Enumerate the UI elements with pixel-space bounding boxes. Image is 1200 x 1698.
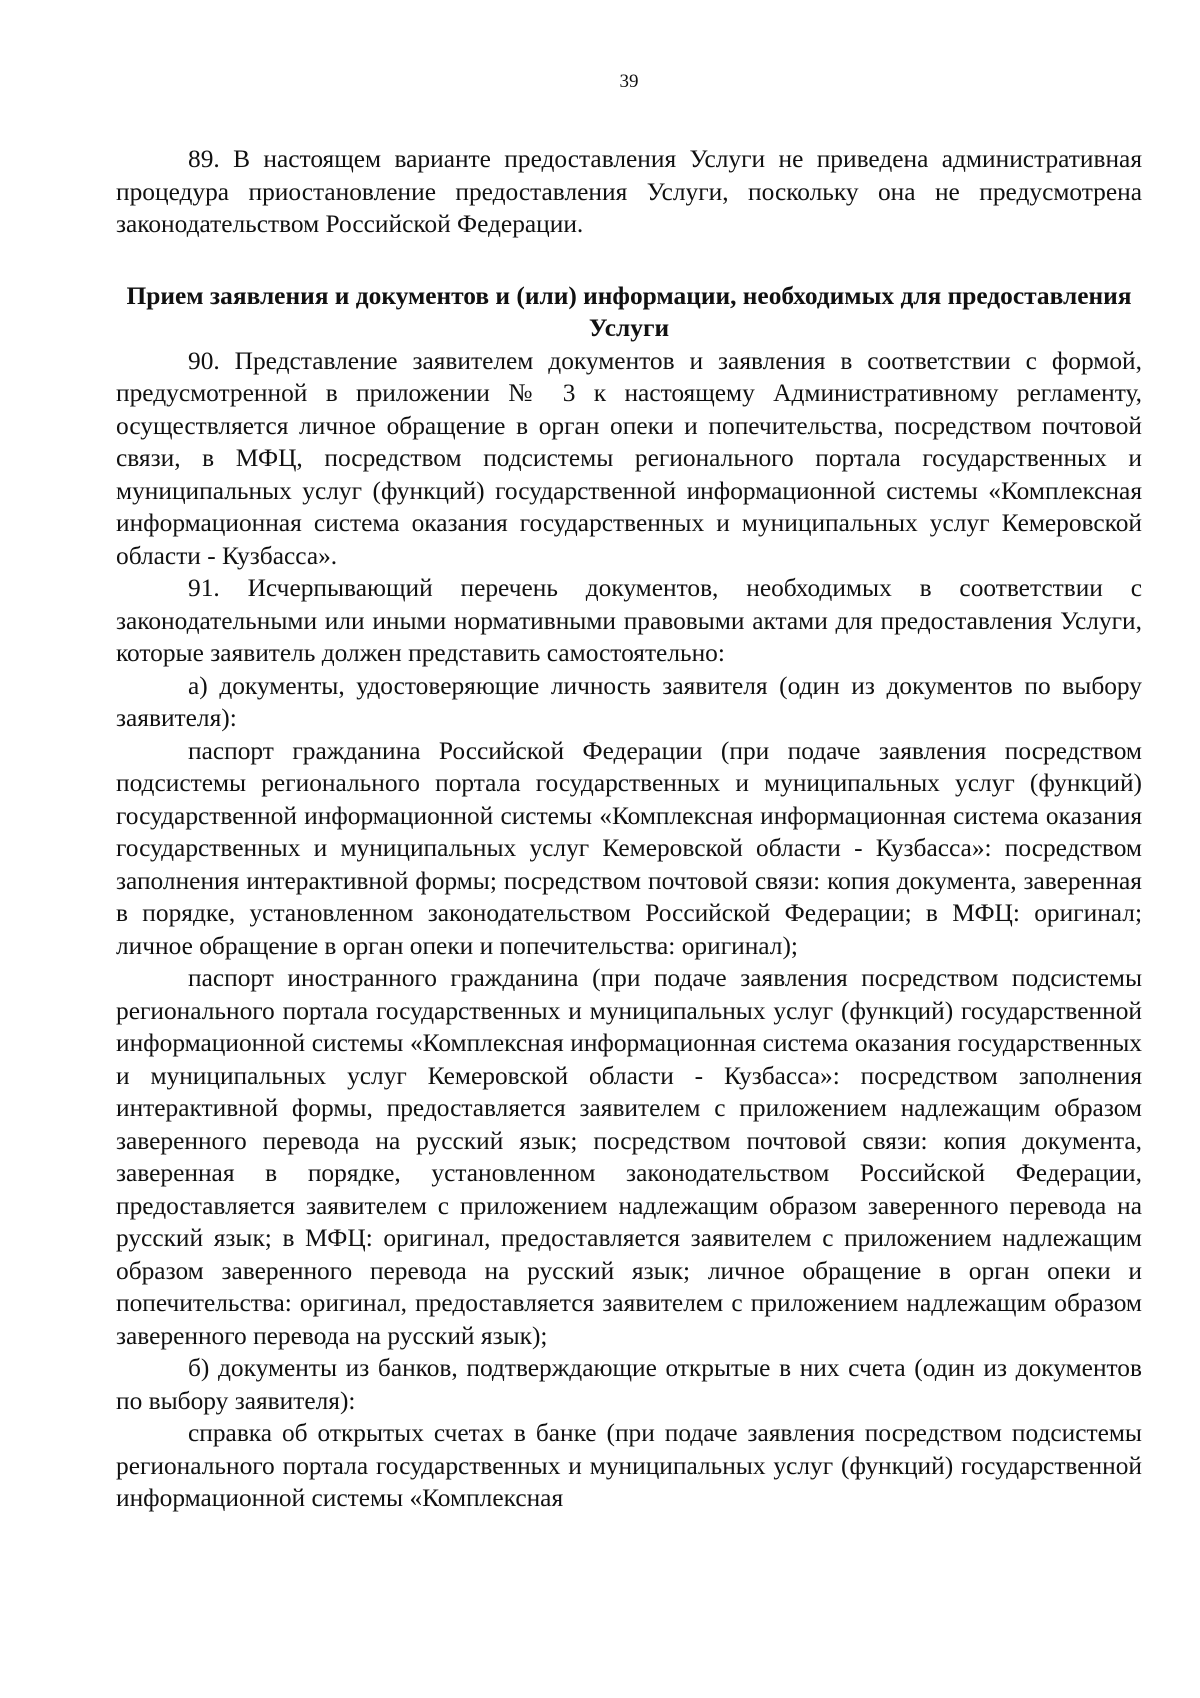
paragraph-passport-foreign: паспорт иностранного гражданина (при подаче заявления посредством подсистемы регионального портала государственных и муниципальных услуг (функций) государственной информационной системы «Комплексная информационная система оказания государственных и муниципальных услуг Кемеровской области - Кузбасса»: посредством заполнения интерактивной формы, предоставляется заявителем с приложением надлежащим образом заверенного перевода на русский язык; посредством почтовой связи: копия документа, заверенная в порядке, установленном законодательством Российской Федерации, предоставляется заявителем с приложением надлежащим образом заверенного перевода на русский язык; в МФЦ: оригинал, предоставляется заявителем с приложением надлежащим образом заверенного перевода на русский язык; личное обращение в орган опеки и попечительства: оригинал, предоставляется заявителем с приложением надлежащим образом заверенного перевода на русский язык);	[116, 964, 1142, 1350]
paragraph-passport-rf: паспорт гражданина Российской Федерации (при подаче заявления посредством подсистемы регионального портала государственных и муниципальных услуг (функций) государственной информационной системы «Комплексная информационная система оказания государственных и муниципальных услуг Кемеровской области - Кузбасса»: посредством заполнения интерактивной формы; посредством почтовой связи: копия документа, заверенная в порядке, установленном законодательством Российской Федерации; в МФЦ: оригинал; личное обращение в орган опеки и попечительства: оригинал);	[116, 736, 1142, 960]
paragraph-bank-certificate: справка об открытых счетах в банке (при подаче заявления посредством подсистемы регионального портала государственных и муниципальных услуг (функций) государственной информационной системы «Комплексная	[116, 1419, 1142, 1512]
paragraph-90: 90. Представление заявителем документов и заявления в соответствии с формой, предусмотренной в приложении № 3 к настоящему Административному регламенту, осуществляется личное обращение в орган опеки и попечительства, посредством почтовой связи, в МФЦ, посредством подсистемы регионального портала государственных и муниципальных услуг (функций) государственной информационной системы «Комплексная информационная система оказания государственных и муниципальных услуг Кемеровской области - Кузбасса».	[116, 346, 1142, 570]
page-number: 39	[619, 71, 639, 92]
paragraph-item-b: б) документы из банков, подтверждающие открытые в них счета (один из документов по выбору заявителя):	[116, 1354, 1142, 1415]
paragraph-item-a: а) документы, удостоверяющие личность заявителя (один из документов по выбору заявителя):	[116, 671, 1142, 732]
paragraph-89: 89. В настоящем варианте предоставления Услуги не приведена административная процедура приостановление предоставления Услуги, поскольку она не предусмотрена законодательством Российской Федерации.	[116, 145, 1142, 238]
section-heading: Прием заявления и документов и (или) информации, необходимых для предоставления Услуги	[126, 281, 1132, 342]
paragraph-91: 91. Исчерпывающий перечень документов, необходимых в соответствии с законодательными или иными нормативными правовыми актами для предоставления Услуги, которые заявитель должен представить самостоятельно:	[116, 574, 1142, 667]
